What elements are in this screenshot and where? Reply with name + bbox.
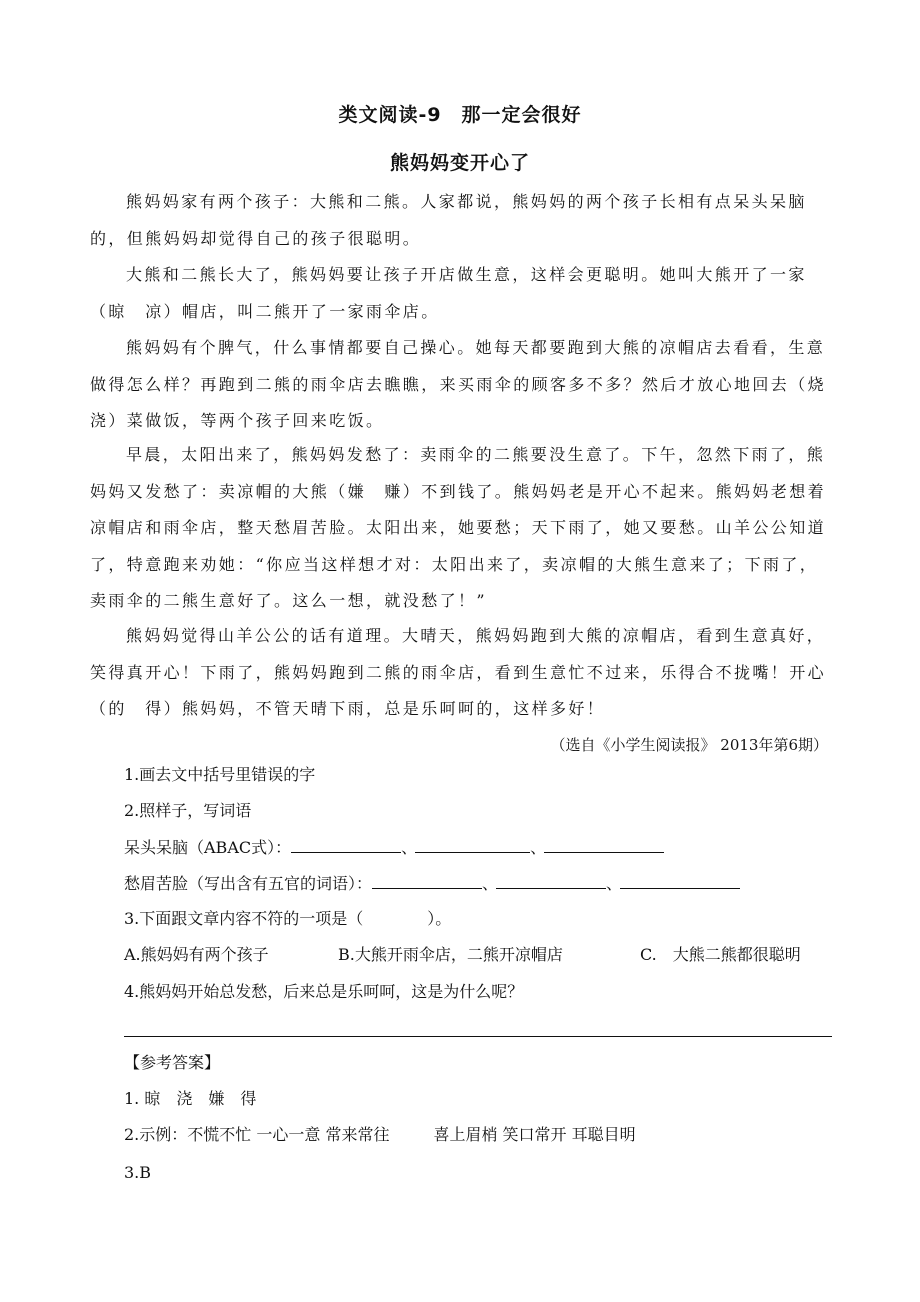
answer-blank[interactable] xyxy=(372,872,482,889)
answers-heading: 【参考答案】 xyxy=(124,1053,221,1072)
answer-blank[interactable] xyxy=(620,872,740,889)
answer-blank[interactable] xyxy=(415,836,530,853)
source-citation: （选自《小学生阅读报》 2013年第6期） xyxy=(550,736,828,754)
option-a[interactable]: A.熊妈妈有两个孩子 xyxy=(124,945,269,964)
document-title: 类文阅读-9 那一定会很好 xyxy=(338,104,582,126)
paragraph-5: 熊妈妈觉得山羊公公的话有道理。大晴天，熊妈妈跑到大熊的凉帽店，看到生意真好，笑得真开心！下雨了，熊妈妈跑到二熊的雨伞店，看到生意忙不过来，乐得合不拢嘴！开心（的 得）熊妈妈，不管天晴下雨，总是乐呵呵的，这样多好！ xyxy=(90,626,827,718)
question-3: 3.下面跟文章内容不符的一项是（ ）。 xyxy=(124,909,452,928)
option-c[interactable]: C. 大熊二熊都很聪明 xyxy=(640,945,801,964)
answer-2-part-2: 喜上眉梢 笑口常开 耳聪目明 xyxy=(433,1125,636,1144)
option-b[interactable]: B.大熊开雨伞店，二熊开凉帽店 xyxy=(338,945,563,964)
question-1: 1.画去文中括号里错误的字 xyxy=(124,765,316,784)
question-2b-label: 愁眉苦脸（写出含有五官的词语）： xyxy=(124,874,373,893)
story-title: 熊妈妈变开心了 xyxy=(389,152,530,174)
answer-blank[interactable] xyxy=(291,836,401,853)
separator: 、 xyxy=(606,874,623,893)
question-3-options xyxy=(124,944,824,966)
answer-blank[interactable] xyxy=(544,836,664,853)
answer-3: 3.B xyxy=(124,1163,152,1182)
answer-blank[interactable] xyxy=(496,872,606,889)
separator: 、 xyxy=(401,838,418,857)
separator: 、 xyxy=(482,874,499,893)
divider xyxy=(124,1036,832,1037)
separator: 、 xyxy=(530,838,547,857)
paragraph-3: 熊妈妈有个脾气，什么事情都要自己操心。她每天都要跑到大熊的凉帽店去看看，生意做得怎么样？再跑到二熊的雨伞店去瞧瞧，来买雨伞的顾客多不多？然后才放心地回去（烧浇）菜做饭，等两个孩子回来吃饭。 xyxy=(90,338,827,430)
paragraph-1: 熊妈妈家有两个孩子：大熊和二熊。人家都说，熊妈妈的两个孩子长相有点呆头呆脑的，但熊妈妈却觉得自己的孩子很聪明。 xyxy=(90,192,807,248)
paragraph-2: 大熊和二熊长大了，熊妈妈要让孩子开店做生意，这样会更聪明。她叫大熊开了一家（晾 凉）帽店，叫二熊开了一家雨伞店。 xyxy=(90,265,807,321)
question-2a-label: 呆头呆脑（ABAC式）： xyxy=(124,838,292,857)
question-2a xyxy=(124,836,664,859)
answer-1: 1. 晾 浇 嫌 得 xyxy=(124,1089,257,1108)
question-2b xyxy=(124,872,740,895)
question-2: 2.照样子，写词语 xyxy=(124,801,252,820)
paragraph-4: 早晨，太阳出来了，熊妈妈发愁了：卖雨伞的二熊要没生意了。下午，忽然下雨了，熊妈妈又发愁了：卖凉帽的大熊（嫌 赚）不到钱了。熊妈妈老是开心不起来。熊妈妈老想着凉帽店和雨伞店，整天愁眉苦脸。太阳出来，她要愁；天下雨了，她又要愁。山羊公公知道了，特意跑来劝她：“你应当这样想才对：太阳出来了，卖凉帽的大熊生意来了；下雨了，卖雨伞的二熊生意好了。这么一想，就没愁了！” xyxy=(90,445,827,610)
answer-2 xyxy=(124,1124,636,1146)
question-4: 4.熊妈妈开始总发愁，后来总是乐呵呵，这是为什么呢？ xyxy=(124,982,524,1001)
answer-2-part-1: 2.示例：不慌不忙 一心一意 常来常往 xyxy=(124,1125,390,1144)
